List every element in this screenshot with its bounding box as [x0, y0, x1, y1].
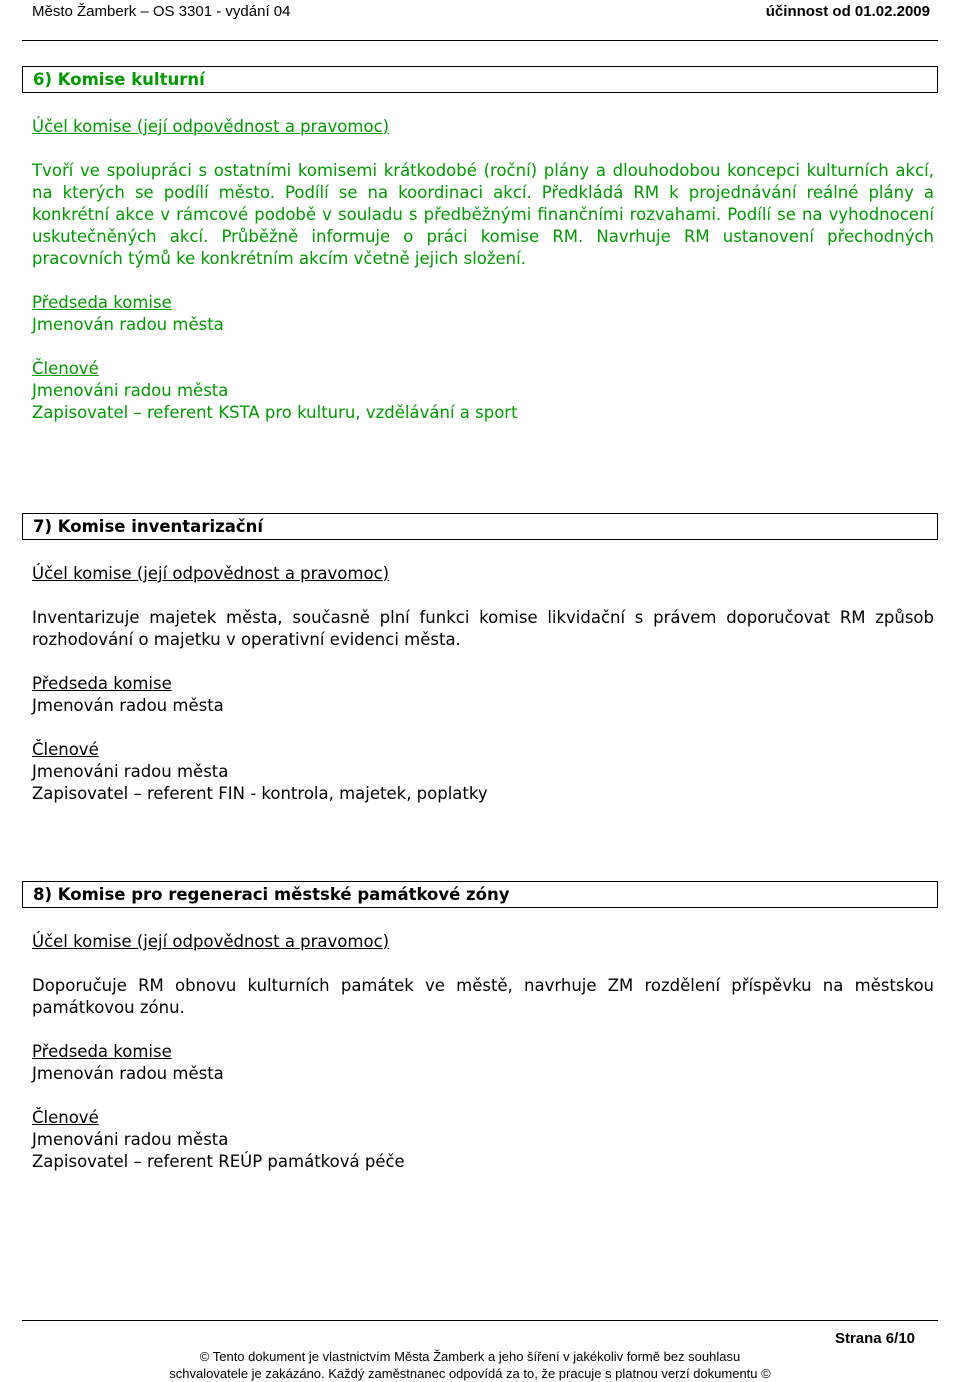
- chair-label: Předseda komise: [32, 293, 172, 312]
- members-label: Členové: [32, 740, 99, 759]
- members-block: [32, 1107, 938, 1173]
- chair-block: [32, 1041, 938, 1085]
- chair-block: [32, 673, 938, 717]
- footer-line-2: schvalovatele je zakázáno. Každý zaměstnanec odpovídá za to, že pracuje s platnou verzí dokumentu ©: [169, 1366, 771, 1381]
- clerk-value: Zapisovatel – referent KSTA pro kulturu, vzdělávání a sport: [32, 403, 518, 422]
- chair-value: Jmenován radou města: [32, 315, 224, 334]
- members-value: Jmenováni radou města: [32, 1130, 229, 1149]
- chair-value: Jmenován radou města: [32, 1064, 224, 1083]
- members-block: [32, 739, 938, 805]
- members-block: [32, 358, 938, 424]
- footer-divider: [22, 1320, 938, 1321]
- section-culture-committee: [22, 66, 938, 424]
- purpose-paragraph: Doporučuje RM obnovu kulturních památek ve městě, navrhuje ZM rozdělení příspěvku na městskou památkovou zónu.: [32, 976, 934, 1017]
- section-heading: 8) Komise pro regeneraci městské památkové zóny: [22, 881, 938, 908]
- section-heritage-zone-committee: [22, 881, 938, 1173]
- members-label: Členové: [32, 359, 99, 378]
- purpose-paragraph: Tvoří ve spolupráci s ostatními komisemi krátkodobé (roční) plány a dlouhodobou koncepci kulturních akcí, na kterých se podílí město. Podílí se na koordinaci akcí. Předkládá RM k projednávání reálné plány a konkrétní akce v rámcové podobě v souladu s předběžnými finančními rozvahami. Podílí se na vyhodnocení uskutečněných akcí. Průběžně informuje o práci komise RM. Navrhuje RM ustanovení přechodných pracovních týmů ke konkrétním akcím včetně jejich složení.: [32, 161, 934, 268]
- purpose-label: Účel komise (její odpovědnost a pravomoc): [32, 932, 390, 951]
- header-document-title: Město Žamberk – OS 3301 - vydání 04: [32, 3, 291, 20]
- chair-label: Předseda komise: [32, 1042, 172, 1061]
- clerk-value: Zapisovatel – referent FIN - kontrola, majetek, poplatky: [32, 784, 488, 803]
- members-value: Jmenováni radou města: [32, 381, 229, 400]
- section-heading: 7) Komise inventarizační: [22, 513, 938, 540]
- chair-block: [32, 292, 938, 336]
- members-label: Členové: [32, 1108, 99, 1127]
- chair-label: Předseda komise: [32, 674, 172, 693]
- purpose-paragraph: Inventarizuje majetek města, současně plní funkci komise likvidační s právem doporučovat RM způsob rozhodování o majetku v operativní evidenci města.: [32, 608, 934, 649]
- members-value: Jmenováni radou města: [32, 762, 229, 781]
- section-heading: 6) Komise kulturní: [22, 66, 938, 93]
- section-inventory-committee: [22, 513, 938, 805]
- footer-copyright-note: [160, 1348, 780, 1382]
- footer-line-1: © Tento dokument je vlastnictvím Města Žamberk a jeho šíření v jakékoliv formě bez souhlasu: [199, 1349, 741, 1364]
- purpose-label: Účel komise (její odpovědnost a pravomoc): [32, 117, 390, 136]
- header-effective-date: účinnost od 01.02.2009: [765, 3, 930, 20]
- chair-value: Jmenován radou města: [32, 696, 224, 715]
- purpose-label: Účel komise (její odpovědnost a pravomoc): [32, 564, 390, 583]
- page-number: Strana 6/10: [834, 1330, 915, 1347]
- clerk-value: Zapisovatel – referent REÚP památková péče: [32, 1152, 405, 1171]
- page-header: [22, 0, 938, 41]
